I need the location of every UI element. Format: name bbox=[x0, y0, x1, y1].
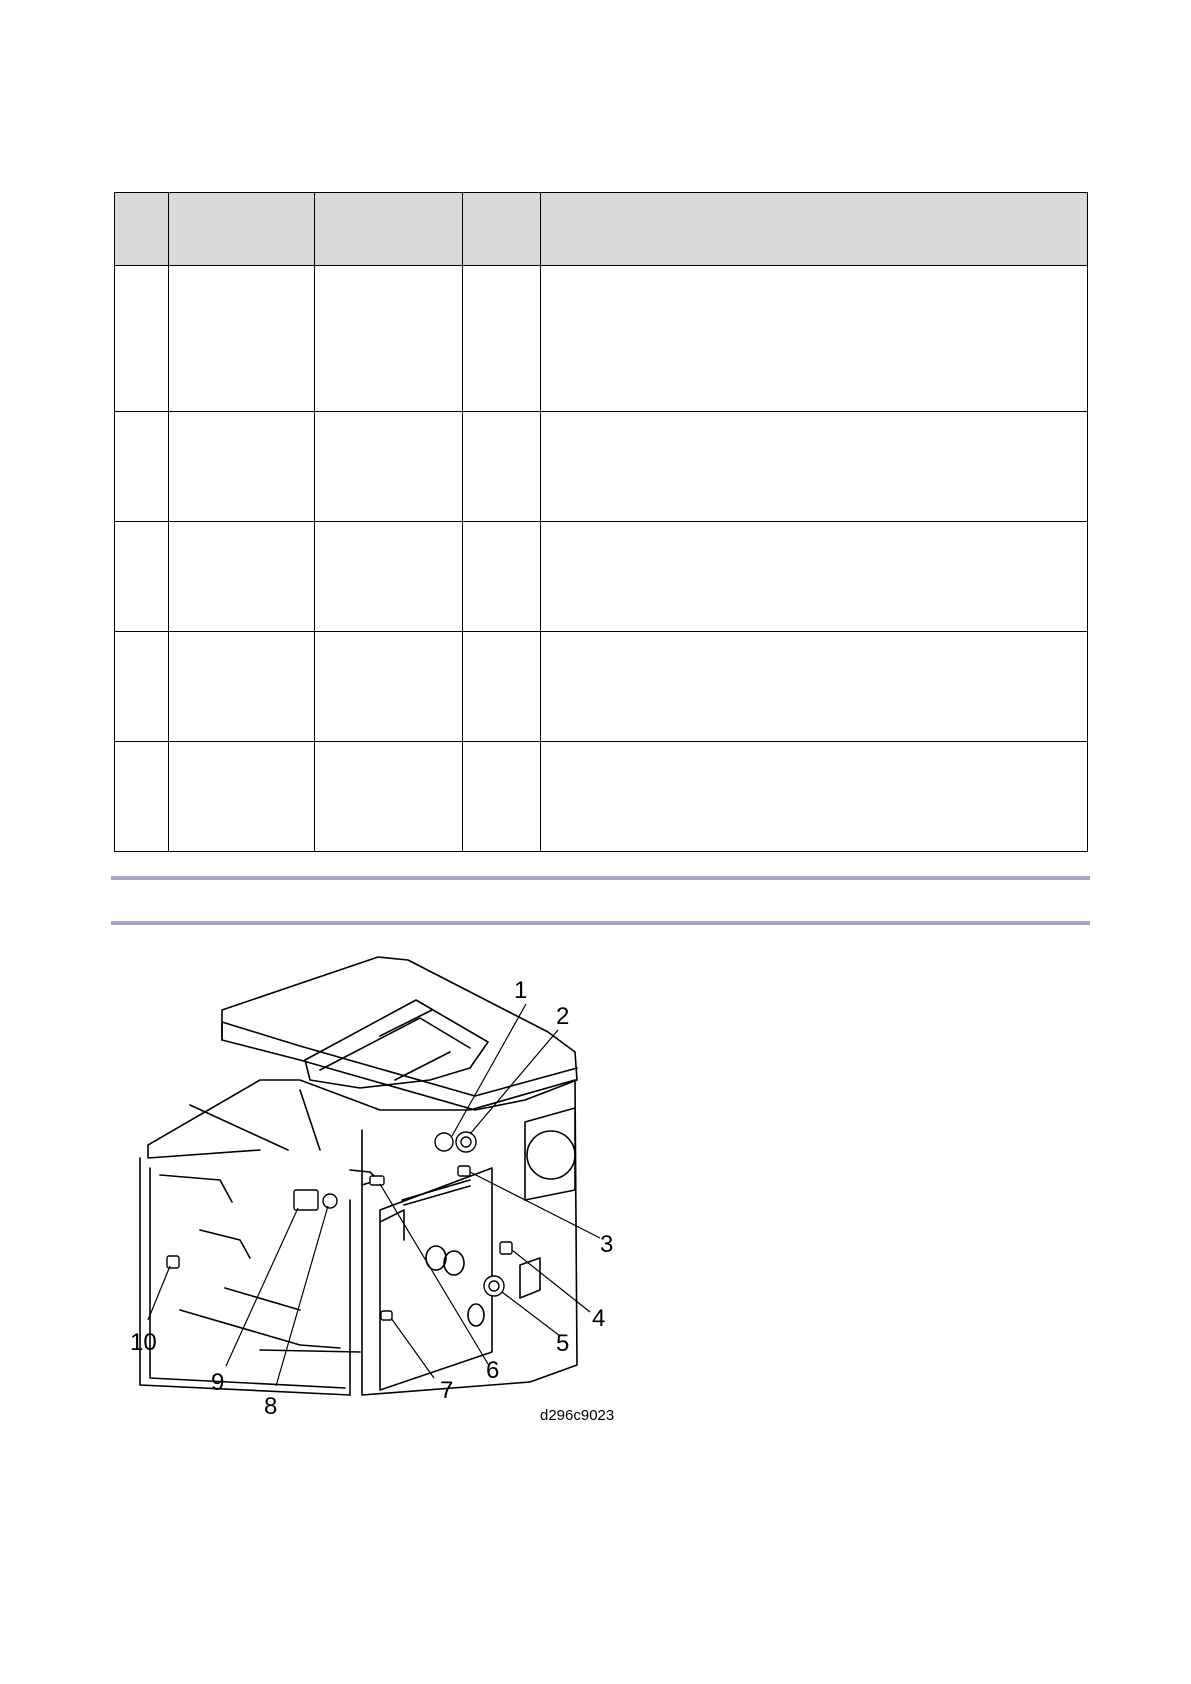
table-cell bbox=[169, 632, 315, 742]
column-header bbox=[169, 193, 315, 266]
table-row bbox=[115, 742, 1088, 852]
column-header bbox=[463, 193, 541, 266]
table-cell bbox=[315, 412, 463, 522]
table-row bbox=[115, 632, 1088, 742]
column-header bbox=[315, 193, 463, 266]
callout-label: 9 bbox=[211, 1369, 225, 1396]
table-cell bbox=[315, 266, 463, 412]
table-cell bbox=[315, 742, 463, 852]
table-row bbox=[115, 412, 1088, 522]
table-cell bbox=[115, 522, 169, 632]
callout-label: 5 bbox=[556, 1330, 570, 1357]
table-cell bbox=[169, 266, 315, 412]
callout-label: 3 bbox=[600, 1231, 614, 1258]
machine-diagram bbox=[120, 950, 640, 1430]
parts-table bbox=[114, 192, 1088, 852]
figure-id: d296c9023 bbox=[540, 1407, 615, 1424]
table-cell bbox=[463, 632, 541, 742]
column-header bbox=[115, 193, 169, 266]
table-cell bbox=[169, 742, 315, 852]
table-cell bbox=[463, 742, 541, 852]
section-rule-bottom bbox=[111, 921, 1090, 925]
callout-label: 2 bbox=[556, 1003, 570, 1030]
callout-label: 6 bbox=[486, 1357, 500, 1384]
table-cell bbox=[115, 266, 169, 412]
callout-label: 7 bbox=[440, 1377, 454, 1404]
table-cell bbox=[315, 522, 463, 632]
connector-7-icon bbox=[381, 1311, 392, 1320]
table-cell bbox=[463, 412, 541, 522]
callout-label: 10 bbox=[130, 1329, 157, 1356]
table-cell bbox=[463, 522, 541, 632]
table-cell bbox=[541, 266, 1088, 412]
table-cell bbox=[315, 632, 463, 742]
machine-outline bbox=[140, 957, 577, 1395]
connector-4-icon bbox=[500, 1242, 512, 1254]
table-cell bbox=[541, 632, 1088, 742]
leader-lines bbox=[148, 1004, 600, 1386]
callout-label: 1 bbox=[514, 977, 528, 1004]
table-cell bbox=[115, 742, 169, 852]
connector-parts bbox=[167, 1132, 512, 1320]
table-cell bbox=[115, 632, 169, 742]
table-row bbox=[115, 266, 1088, 412]
connector-6-icon bbox=[370, 1176, 384, 1185]
connector-10-icon bbox=[167, 1256, 179, 1268]
callout-label: 8 bbox=[264, 1393, 278, 1420]
callout-label: 4 bbox=[592, 1305, 606, 1332]
connector-3-icon bbox=[458, 1166, 470, 1176]
table-cell bbox=[541, 412, 1088, 522]
connector-2-inner-icon bbox=[461, 1137, 471, 1147]
section-rule-top bbox=[111, 876, 1090, 880]
connector-5-inner-icon bbox=[489, 1281, 499, 1291]
connector-9-icon bbox=[294, 1190, 318, 1210]
table-cell bbox=[169, 412, 315, 522]
column-header bbox=[541, 193, 1088, 266]
connector-1-icon bbox=[435, 1133, 453, 1151]
table-cell bbox=[541, 522, 1088, 632]
table-cell bbox=[169, 522, 315, 632]
connector-8-icon bbox=[323, 1194, 337, 1208]
table-row bbox=[115, 522, 1088, 632]
table-cell bbox=[115, 412, 169, 522]
table-cell bbox=[541, 742, 1088, 852]
table-header-row bbox=[115, 193, 1088, 266]
table-cell bbox=[463, 266, 541, 412]
